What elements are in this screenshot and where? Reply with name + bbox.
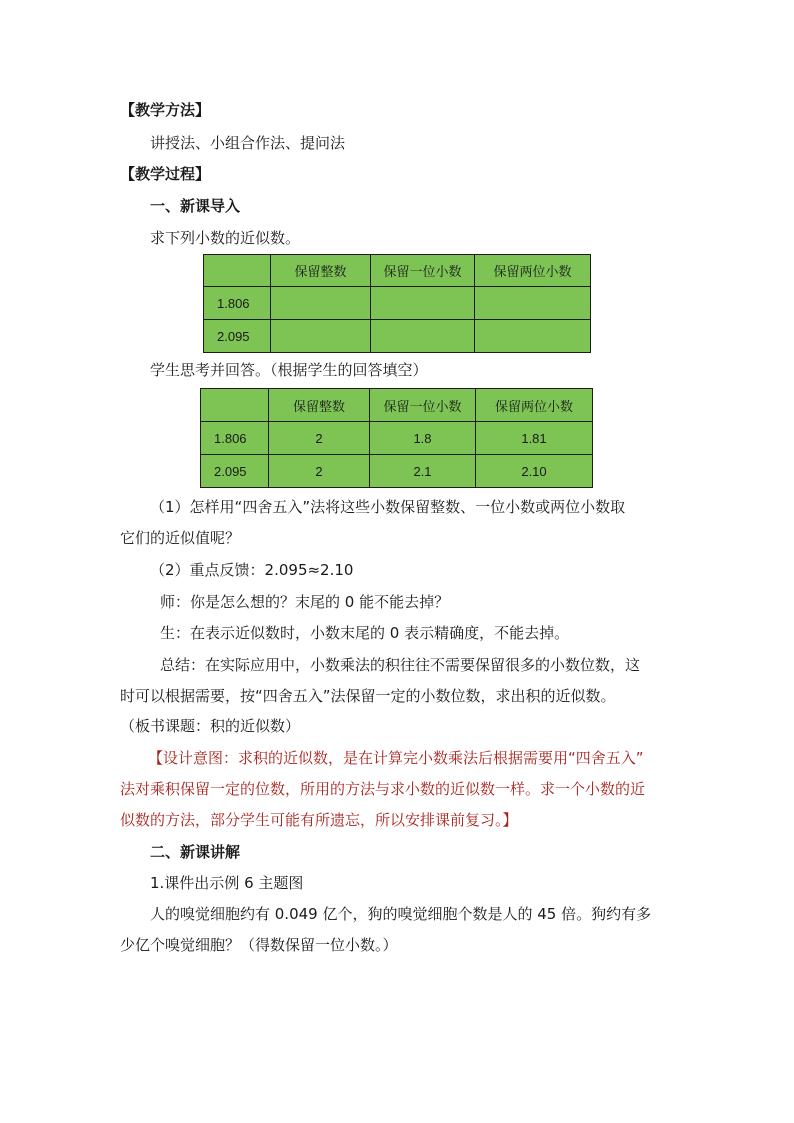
student-note: 学生思考并回答。（根据学生的回答填空） <box>150 361 428 379</box>
table-cell <box>271 287 371 320</box>
table-header-cell <box>204 255 271 287</box>
table-row <box>204 287 591 320</box>
board-title: （板书课题：积的近似数） <box>120 717 301 735</box>
problem-line-2: 少亿个嗅觉细胞？（得数保留一位小数。） <box>120 936 398 954</box>
section-title-lesson: 二、新课讲解 <box>150 843 241 861</box>
table-cell <box>271 320 371 353</box>
summary-line-2: 时可以根据需要，按“四舍五入”法保留一定的小数位数，求出积的近似数。 <box>120 687 616 705</box>
table-header-cell: 保留一位小数 <box>371 255 475 287</box>
table-cell: 1.806 <box>201 422 269 455</box>
table-cell <box>475 320 591 353</box>
filled-approximation-table <box>200 388 593 488</box>
table-header-cell: 保留整数 <box>271 255 371 287</box>
table-row <box>201 422 593 455</box>
table-row <box>201 455 593 488</box>
table-cell: 1.806 <box>204 287 271 320</box>
question-1-line-1: （1）怎样用“四舍五入”法将这些小数保留整数、一位小数或两位小数取 <box>150 498 626 516</box>
table-cell <box>371 287 475 320</box>
table-cell <box>475 287 591 320</box>
table-cell: 2.095 <box>201 455 269 488</box>
teacher-question: 师：你是怎么想的？末尾的 0 能不能去掉？ <box>160 593 450 611</box>
table-header-cell: 保留整数 <box>269 389 370 422</box>
student-answer: 生：在表示近似数时，小数末尾的 0 表示精确度，不能去掉。 <box>160 624 570 642</box>
table-cell: 2.095 <box>204 320 271 353</box>
table-cell <box>371 320 475 353</box>
method-list: 讲授法、小组合作法、提问法 <box>150 134 346 152</box>
heading-teaching-method: 【教学方法】 <box>120 101 211 119</box>
table-header-row <box>201 389 593 422</box>
summary-line-1: 总结：在实际应用中，小数乘法的积往往不需要保留很多的小数位数，这 <box>160 656 641 674</box>
question-2: （2）重点反馈：2.095≈2.10 <box>150 561 354 579</box>
table-cell: 2 <box>269 422 370 455</box>
design-intent-line-2: 法对乘积保留一定的位数，所用的方法与求小数的近似数一样。求一个小数的近 <box>120 780 646 798</box>
table-header-row <box>204 255 591 287</box>
heading-teaching-process: 【教学过程】 <box>120 165 211 183</box>
design-intent-line-3: 似数的方法，部分学生可能有所遗忘，所以安排课前复习。】 <box>120 811 518 829</box>
section-title-intro: 一、新课导入 <box>150 197 241 215</box>
problem-line-1: 人的嗅觉细胞约有 0.049 亿个，狗的嗅觉细胞个数是人的 45 倍。狗约有多 <box>150 905 652 923</box>
task-text: 求下列小数的近似数。 <box>150 229 301 247</box>
table-row <box>204 320 591 353</box>
table-header-cell: 保留两位小数 <box>475 255 591 287</box>
table-header-cell <box>201 389 269 422</box>
table-cell: 1.81 <box>476 422 593 455</box>
table-header-cell: 保留两位小数 <box>476 389 593 422</box>
table-header-cell: 保留一位小数 <box>370 389 476 422</box>
table-cell: 2.10 <box>476 455 593 488</box>
design-intent-line-1: 【设计意图：求积的近似数，是在计算完小数乘法后根据需要用“四舍五入” <box>148 749 644 767</box>
table-cell: 1.8 <box>370 422 476 455</box>
table-cell: 2 <box>269 455 370 488</box>
question-1-line-2: 它们的近似值呢？ <box>120 529 241 547</box>
table-cell: 2.1 <box>370 455 476 488</box>
example-title: 1.课件出示例 6 主题图 <box>150 874 304 892</box>
empty-approximation-table <box>203 254 591 353</box>
